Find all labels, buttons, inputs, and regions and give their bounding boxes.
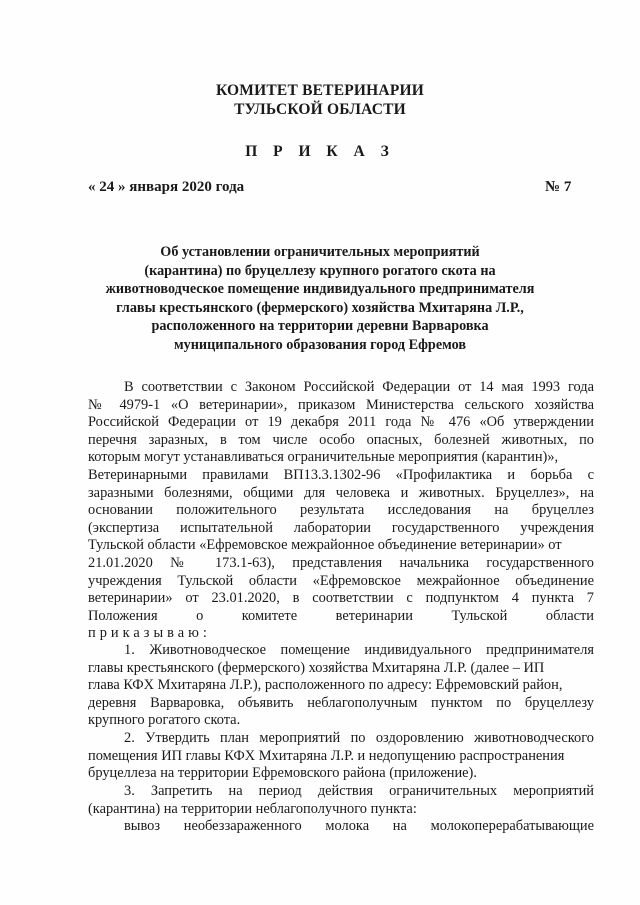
item-3-paragraph: [88, 783, 594, 836]
preamble-line: 21.01.2020 № 173.1-63), представления начальника государственного: [88, 554, 594, 571]
prikazyvayu-word: приказываю:: [88, 625, 211, 642]
item-1-line: крупного рогатого скота.: [88, 712, 241, 729]
preamble-line: В соответствии с Законом Российской Федерации от 14 мая 1993 года: [124, 379, 594, 395]
committee-name-line1: КОМИТЕТ ВЕТЕРИНАРИИ: [216, 82, 424, 99]
order-title: [70, 243, 570, 355]
preamble-line: которым могут устанавливаться ограничительные мероприятия (карантин)»,: [88, 449, 559, 466]
preamble-line: (экспертиза испытательной лаборатории государственного учреждения: [88, 519, 594, 536]
preamble-line: ветеринарии» от 23.01.2020, в соответствии с подпунктом 4 пункта 7: [88, 590, 594, 607]
preamble-line: Положения о комитете ветеринарии Тульской области: [88, 607, 594, 624]
title-line: Об установлении ограничительных мероприятий: [160, 244, 480, 260]
item-1-line: глава КФХ Мхитаряна Л.Р.), расположенного по адресу: Ефремовский район,: [88, 677, 563, 694]
committee-name-line2: ТУЛЬСКОЙ ОБЛАСТИ: [234, 101, 406, 118]
preamble-line: учреждения Тульской области «Ефремовское межрайонное объединение: [88, 572, 594, 589]
item-1-line: деревня Варваровка, объявить неблагополучным пунктом по бруцеллезу: [88, 694, 594, 711]
preamble-line: перечня заразных, в том числе особо опасных, болезней животных, по: [88, 431, 594, 448]
preamble-paragraph: [88, 379, 594, 643]
item-1-paragraph: [88, 642, 594, 730]
item-2-line: помещения ИП главы КФХ Мхитаряна Л.Р. и недопущению распространения: [88, 747, 565, 764]
title-line: животноводческое помещение индивидуального предпринимателя: [105, 281, 535, 298]
item-3-line: 3. Запретить на период действия ограничительных мероприятий: [124, 783, 594, 799]
order-number: № 7: [545, 179, 572, 195]
title-line: главы крестьянского (фермерского) хозяйства Мхитаряна Л.Р.,: [116, 299, 524, 316]
item-1-line: главы крестьянского (фермерского) хозяйства Мхитаряна Л.Р. (далее – ИП: [88, 659, 545, 676]
preamble-line: основании положительного результата исследования на бруцеллез: [88, 502, 594, 519]
item-2-line: 2. Утвердить план мероприятий по оздоровлению животноводческого: [124, 730, 594, 746]
preamble-line: № 4979-1 «О ветеринарии», приказом Министерства сельского хозяйства: [88, 396, 594, 413]
preamble-line: Тульской области «Ефремовское межрайонное объединение ветеринарии» от: [88, 537, 562, 554]
item-3-line: вывоз необеззараженного молока на молокоперерабатывающие: [124, 818, 594, 835]
item-3-line: (карантина) на территории неблагополучного пункта:: [88, 800, 417, 817]
title-line: расположенного на территории деревни Варваровка: [151, 318, 489, 335]
title-line: муниципального образования город Ефремов: [174, 336, 466, 353]
preamble-line: Ветеринарными правилами ВП13.3.1302-96 «Профилактика и борьба с: [88, 466, 594, 483]
item-1-line: 1. Животноводческое помещение индивидуального предпринимателя: [124, 642, 594, 658]
item-2-line: бруцеллеза на территории Ефремовского района (приложение).: [88, 765, 477, 782]
preamble-line: заразными болезнями, общими для человека и животных. Бруцеллез», на: [88, 484, 594, 501]
title-line: (карантина) по бруцеллезу крупного рогатого скота на: [144, 262, 496, 279]
preamble-line: Российской Федерации от 19 декабря 2011 года № 476 «Об утверждении: [88, 414, 594, 431]
order-date: « 24 » января 2020 года: [88, 179, 245, 195]
item-2-paragraph: [88, 730, 594, 783]
order-heading: П Р И К А З: [245, 143, 395, 160]
